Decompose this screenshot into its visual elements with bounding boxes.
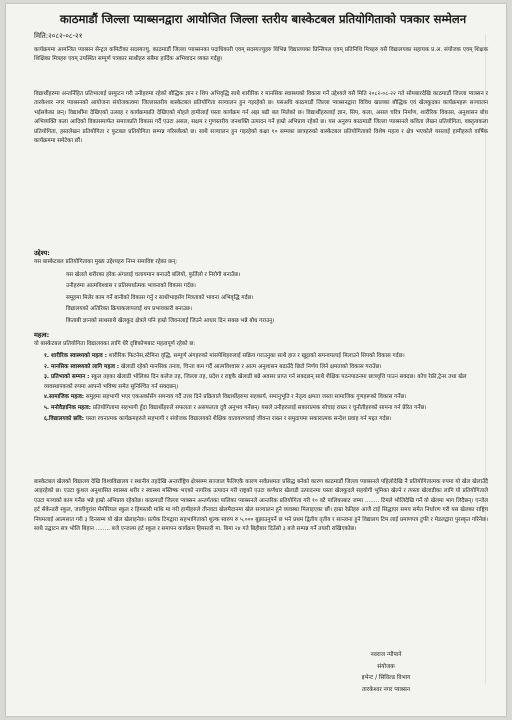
objective-item: विद्यालयको अतिरिक्त क्रियाकलापलाई थप प्रभावकारी बनाउछ। (66, 304, 486, 315)
importance-heading: महत्व: (34, 331, 50, 339)
signatory-role: संयोजक (377, 663, 395, 670)
importance-item: ६.विद्यालयको छवि: यस्ता रचनात्मक कार्यक्रमहरुले सहभागी र संयोजक विद्यालयको शैक्षिक वातावरणलाई जीवन्त राख्न र समुदायमा सकारात्मक सन्देश प्रवाह गर्न मद्दत गर्दछ। (44, 415, 392, 422)
signatory-name: नवराज न्यौपाने (370, 652, 402, 658)
importance-list (44, 352, 488, 425)
press-release-page (6, 4, 506, 716)
objective-item: किताबी ज्ञानको साथसाथै खेलकुद क्षेत्रले पनि हाम्रो जिवनलाई जिउने आधार दिन सक्छ भन्ने बोध गराउनु। (66, 316, 486, 327)
signatory-department: इभेन्ट / सिविल्ड विभाग (361, 675, 411, 682)
objective-item: समूहमा मिलेर काम गर्ने बानीको विकास गर्नु र साथीभाइसँग मित्रताको भावना अभिवृद्धि गर्दछ। (66, 293, 486, 304)
signature-block (306, 650, 466, 696)
importance-item: ५. मनोवैज्ञानिक महत्व: प्रतियोगितामा सहभागी हुँदा विद्यार्थीहरुले सफलता र असफलता दुवै अनुभव गर्नेछन्। यसले उनीहरुलाई सकारात्मक सोचाइ राख्न र चुनौतीहरुको सामना गर्न प्रेरित गर्नेछ। (44, 404, 427, 411)
importance-item: १. शारीरिक स्वास्थ्यको महत्व : शारीरिक फिटनेस,स्टेमिना वृद्धि, सम्पूर्ण अंगहरुको मांसपेशिहरुलाई सक्रिय गराउनुका साथै हात र खुट्टाको समन्वयलाई मिलाउने सिपको विकास गर्दछ। (44, 353, 405, 359)
importance-item: ४.सामाजिक महत्व: समुहमा सहभागी भएर एकअर्कासँग समन्वय गर्दै उत्तर दिने प्रक्रियाले विद्यार्थीहरुमा सहकार्य, समानुभूति र नेतृत्व क्षमता जस्ता सामाजिक गुणहरूको विकास गर्नेछ। (44, 394, 407, 401)
event-details-paragraph: बास्केटबल खेलको विद्यालय देखि विश्वविद्यालय र स्थानीय तहदेखि अन्तर्राष्ट्रिय क्षेत्रसम्म सञ्जाल फैलिएकै कारण सर्वप्रथमतः प्रसिद्ध बनेको कारण काठमाडौं जिल्ला प्याब्सनले पहिलोदेखि नै प्रतियोगितात्मक रुपमा यो खेल खेलाउँदै आइरहेको छ। एउटा कुशल अनुशासित स्वास्थ्य शरीर र स्वास्थ्य मस्तिष्क भएको नागरिक उत्पादन गरी राष्ट्रको एउटा कर्णधार खेलाडी उत्पादनमा यस्ता खेलकुदले सहयोगी भूमिका खेल्ने र त्यस्ता खेलाडीका लागि यो प्रतियोगिताले एउटा मञ्चको काम गर्नेछ भन्ने हाम्रो अभिप्राय रहेकोछ। काठमाडौं जिल्ला प्याब्सन अन्तर्गतका पालिका प्याब्सनले आन्तरिक प्रतियोगिता गरी १० वटै पालिकाबाट जम्मा ........ टिमले भोलिदेखि गर्ने यो खेलमा भाग लिदैछन्। एन्जेल हर्ट सेकेन्डरी स्कुल, जालीगुरांस मेमोरियल स्कुल र हिमस्तरी माथि मा गरी हामीहरुले तीनवटा खेलमैदानमा खेल सञ्चालन हुने व्यवस्था मिलाइएका छौं। हाम्रा रेफ्रीहरु आजै टाई सिद्धाएर समय समेत निर्धारण गरी यस खेलका राष्ट्रिय नियमलाई आत्मसात गरी ३ दिनसम्म यो खेल खेलाइनेछ। प्रत्येक टिमद्वारा सहभागिताको शुल्क स्वरुप रु ५,००० बुझाउनुपर्ने छ भने प्रथम द्वितीय तृतीय र सान्त्वना हुने विद्यालय टिम लाई प्रमाणपत्र टुफी र मेडलद्वारा पुरस्कृत गरिनेछ। साथै उद्घाटन सत्र भोलि बिहान ........ बजे एन्जल्स हर्ट स्कुल र समापन कार्यक्रम हिमस्तरी मा. बिमा २४ गते बिहीबार दिउँसो ३ बजे सम्पन्न गर्ने तयारी राखिएकोछ। (34, 479, 488, 533)
document-title: काठमाडौं जिल्ला प्याब्सनद्वारा आयोजित जिल्ला स्तरीय बास्केटबल प्रतियोगिताको पत्रकार सम्मेलन (59, 12, 467, 26)
document-date: मिति:२०८२-०८-२१ (34, 32, 83, 40)
objectives-list (66, 270, 486, 327)
objective-item: उनीहरुमा आत्मविश्वास र प्रतिस्पर्धात्मक भावनाको विकास गर्दछ। (66, 281, 486, 292)
objective-item: यस खेलले शरीरका हरेक अंगलाई चलायमान बनाउदै बलियो, फुर्तिलो र निरोगी बनाउँछ। (66, 270, 486, 281)
importance-item: ३. प्रतिभाको सम्मान : स्कुल तहका खेलाडी भोलिका दिन कलेज तह, जिल्ला तह, प्रदेश र राष्ट्रकै खेलाडी बन्ने अवसर प्राप्त गर्न सक्दछन् साथै शैक्षिक पठनपाठनमा छात्रवृत्ति पाउन सक्दछ। कोच रेफ्री,ट्रेनर तथा खेल व्यवस्थापकको रुपमा आफ्नो भविष्य समेत सुनिश्चित गर्न सक्दछन्। (44, 374, 467, 390)
greeting-paragraph: कार्यक्रममा आमन्त्रित प्याब्सन सेन्ट्रल कमिटीका सदस्यज्यु, काठमाडौं जिल्ला प्याब्सनका पदाधिकारी एवम् सदस्यज्युहरु विभिन्न विद्यालयका प्रिन्सिपल एवम् प्रतिनिधि मित्रहरु यसै विद्यालयका सहायक प्र.अ. संयोजक एवम् शिक्षक शिक्षिका मित्रहरु एवम् उपस्थित सम्पूर्ण पत्रकार साथीहरु सबैमा हार्दिक अभिवादन व्यक्त गर्दछु। (34, 47, 488, 63)
signatory-organization: तारकेश्वर नगर प्याब्सन (362, 686, 410, 693)
objectives-intro: यस बास्केटबल प्रतियोगिताका मुख्य उद्देश्यहरु निम्न समाविष्ट रहेका छन्: (34, 259, 178, 265)
importance-item: २. मानसिक स्वास्थ्यको लागि महत्व : खेलाडी रहेको मानसिक तनाव, चिन्ता कम गर्दै आत्मविश्वास र आत्म अनुशासन बढाउँदै छिटो निर्णय लिने क्षमताको विकास गराउँछ। (44, 363, 382, 370)
importance-intro: यो बास्केटबल प्रतियोगिता विद्यालयका लागि धेरै दृष्टिकोणबाट महत्वपूर्ण रहेको छ: (34, 341, 196, 347)
objectives-heading: उद्देश्य: (34, 249, 50, 257)
background-paragraph: विद्यार्थीहरुमा अन्तर्निहित प्रतिभालाई प्रस्फुटन गरी उनीहरुमा रहेको बौद्धिक ज्ञान र शिप अभिवृद्धि साथै शारीरिक र मानसिक स्वास्थ्यको विकास गर्ने उद्देश्यले यसै मिति २०८२-०८-२२ गते सोमबारदेखि काठमाडौं जिल्ला प्याब्सन र तारकेश्वर नगर प्याब्सनको आयोजना संयोजकत्वमा जिल्लास्तरीय बास्केटबल प्रतियोगिता सञ्चालन हुन गइरहेको छ। यसअघि काठमाडौं जिल्ला प्याब्सनद्वारा विविध खालका बौद्धिक एवं खेलकुदका कार्यक्रमहरू सञ्चालन भईसकेका छन्। विद्यार्थीमा देखिएको उत्साह र कार्यक्रमप्रति देखिएको मोहले हामीलाई यस्ता कार्यक्रम गर्न अझ बढी बल मिलेको छ। विद्यार्थीहरुलाई ज्ञान, सिप, कला, असल चरित्र निर्माण, शारीरिक विकास, अनुशासन बोध अभिव्यक्ति कला आदिको विकासमार्फत समाजप्रति विकास गर्दै एउटा असल, सक्षम र गुणस्तरीय जनशक्ति उत्पादन गर्ने हाम्रो अभिप्राय रहेको छ। यस अनुरुप काठमाडौं जिल्ला प्याब्सनले कविता लेखन प्रतियोगिता, वक्तृत्वकला प्रतियोगिता, हस्तलेखन प्रतियोगिता र फुटबल प्रतियोगिता सम्पन्न गरिसकेको छ। साथै सञ्चालन हुन गइरहेको कक्षा १० सम्मका छात्रहरुको बास्केटबल प्रतियोगिताको विशेष महत्व र क्षेत्र भएकोले यसलाई हामीहरुले वार्षिक कार्यक्रममा समेटेका छौं। (34, 91, 488, 145)
